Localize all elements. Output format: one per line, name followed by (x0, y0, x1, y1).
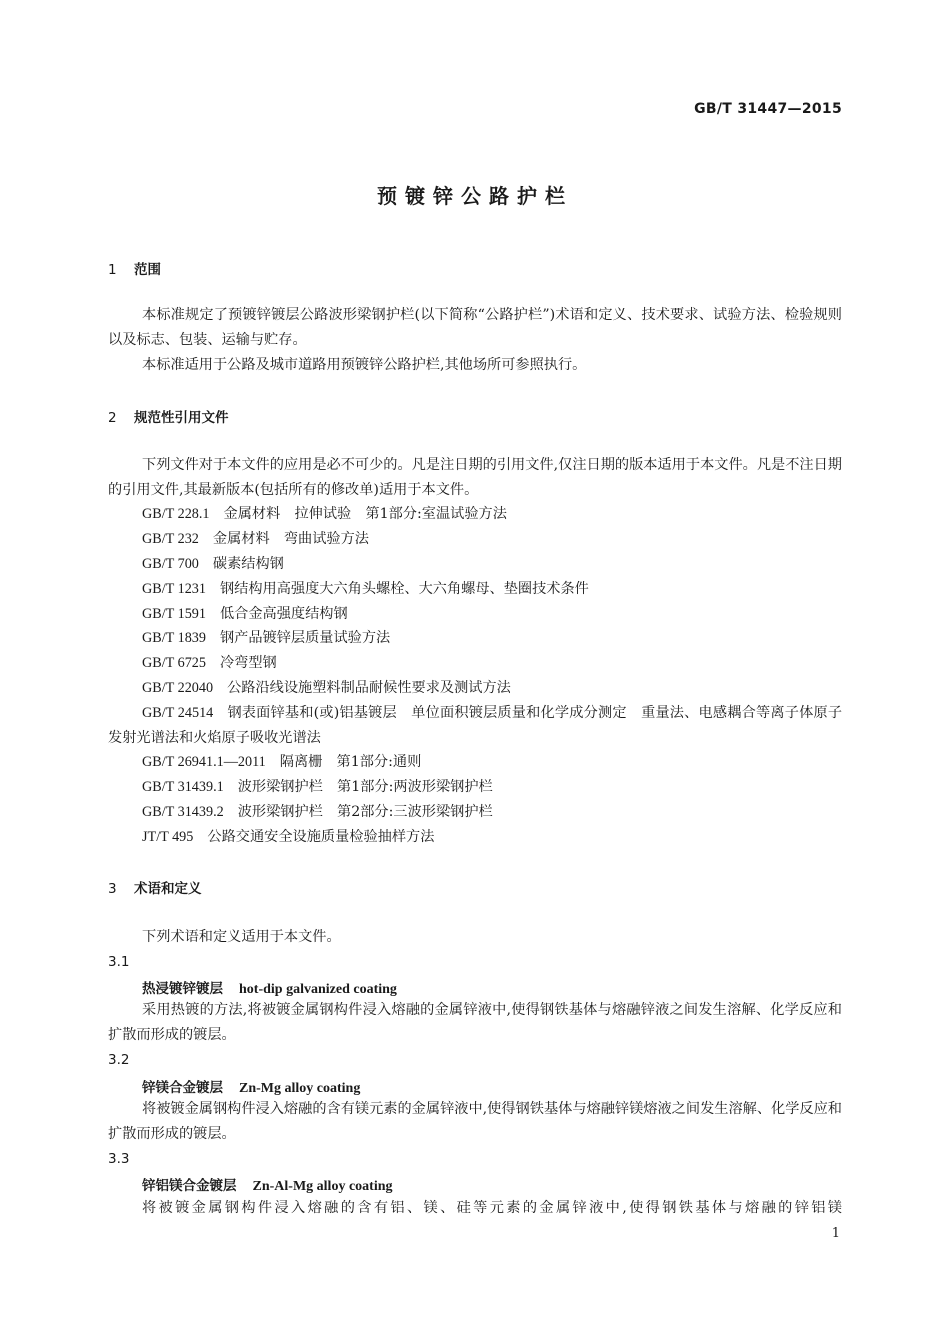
section-number: 1 (108, 262, 117, 278)
reference-title: 波形梁钢护栏 第2部分:三波形梁钢护栏 (237, 804, 493, 820)
reference-item (142, 800, 493, 825)
reference-title: 波形梁钢护栏 第1部分:两波形梁钢护栏 (237, 779, 493, 795)
reference-item (142, 552, 284, 577)
reference-title: 钢表面锌基和(或)铝基镀层 单位面积镀层质量和化学成分测定 重量法、电感耦合等离子体原子发射光谱法和火焰原子吸收光谱法 (108, 705, 843, 746)
standard-code: GB/T 31447—2015 (694, 101, 842, 117)
reference-code: GB/T 24514 (142, 705, 214, 721)
term-english: hot-dip galvanized coating (239, 982, 397, 997)
term-heading (142, 977, 397, 998)
paragraph: 本标准规定了预镀锌镀层公路波形梁钢护栏(以下简称“公路护栏”)术语和定义、技术要求、试验方法、检验规则以及标志、包装、运输与贮存。 (108, 307, 842, 348)
section-heading-terms (108, 877, 202, 897)
term-name: 锌镁合金镀层 (142, 1080, 223, 1096)
reference-item (142, 602, 348, 627)
reference-code: GB/T 1231 (142, 581, 206, 597)
term-number: 3.3 (108, 1151, 130, 1167)
term-heading (142, 1174, 393, 1195)
term-name: 热浸镀锌镀层 (142, 981, 223, 997)
term-number: 3.1 (108, 954, 130, 970)
section-title: 术语和定义 (134, 881, 202, 897)
reference-item (142, 577, 589, 602)
reference-code: GB/T 228.1 (142, 506, 210, 522)
term-heading (142, 1076, 360, 1097)
reference-title: 隔离栅 第1部分:通则 (279, 754, 422, 770)
reference-title: 公路交通安全设施质量检验抽样方法 (207, 829, 435, 845)
page-number: 1 (831, 1226, 840, 1241)
section-heading-scope (108, 258, 161, 278)
reference-code: GB/T 22040 (142, 680, 214, 696)
reference-code: GB/T 1591 (142, 606, 206, 622)
reference-item (142, 626, 390, 651)
reference-code: GB/T 232 (142, 531, 199, 547)
reference-item (142, 676, 511, 701)
reference-title: 冷弯型钢 (219, 655, 277, 671)
reference-title: 低合金高强度结构钢 (219, 606, 348, 622)
term-definition: 将被镀金属钢构件浸入熔融的含有铝、镁、硅等元素的金属锌液中,使得钢铁基体与熔融的锌铝镁 (142, 1200, 842, 1216)
term-name: 锌铝镁合金镀层 (142, 1178, 237, 1194)
section-title: 规范性引用文件 (134, 410, 229, 426)
reference-title: 碳素结构钢 (212, 556, 284, 572)
term-definition: 采用热镀的方法,将被镀金属钢构件浸入熔融的金属锌液中,使得钢铁基体与熔融锌液之间发生溶解、化学反应和扩散而形成的镀层。 (108, 1002, 842, 1043)
reference-title: 钢结构用高强度大六角头螺栓、大六角螺母、垫圈技术条件 (219, 581, 589, 597)
reference-title: 钢产品镀锌层质量试验方法 (219, 630, 391, 646)
reference-item (142, 825, 434, 850)
reference-item (142, 775, 493, 800)
term-english: Zn-Al-Mg alloy coating (252, 1179, 393, 1194)
document-title: 预镀锌公路护栏 (377, 184, 573, 208)
reference-code: GB/T 6725 (142, 655, 206, 671)
reference-title: 金属材料 弯曲试验方法 (212, 531, 369, 547)
reference-item (108, 701, 842, 751)
term-definition: 将被镀金属钢构件浸入熔融的含有镁元素的金属锌液中,使得钢铁基体与熔融锌镁熔液之间发生溶解、化学反应和扩散而形成的镀层。 (108, 1101, 842, 1142)
paragraph: 下列术语和定义适用于本文件。 (142, 929, 341, 945)
reference-title: 金属材料 拉伸试验 第1部分:室温试验方法 (223, 506, 507, 522)
reference-item (142, 651, 277, 676)
term-english: Zn-Mg alloy coating (239, 1081, 361, 1096)
reference-code: JT/T 495 (142, 829, 194, 845)
reference-code: GB/T 700 (142, 556, 199, 572)
section-heading-references (108, 406, 229, 426)
reference-code: GB/T 31439.1 (142, 779, 224, 795)
section-number: 2 (108, 410, 117, 426)
reference-code: GB/T 1839 (142, 630, 206, 646)
reference-item (142, 527, 369, 552)
paragraph: 下列文件对于本文件的应用是必不可少的。凡是注日期的引用文件,仅注日期的版本适用于本文件。凡是不注日期的引用文件,其最新版本(包括所有的修改单)适用于本文件。 (108, 457, 842, 498)
section-number: 3 (108, 881, 117, 897)
reference-title: 公路沿线设施塑料制品耐候性要求及测试方法 (227, 680, 511, 696)
term-number: 3.2 (108, 1052, 130, 1068)
reference-item (142, 502, 507, 527)
reference-item (142, 750, 421, 775)
paragraph: 本标准适用于公路及城市道路用预镀锌公路护栏,其他场所可参照执行。 (142, 357, 587, 373)
section-title: 范围 (134, 262, 161, 278)
reference-code: GB/T 31439.2 (142, 804, 224, 820)
reference-code: GB/T 26941.1—2011 (142, 754, 266, 770)
